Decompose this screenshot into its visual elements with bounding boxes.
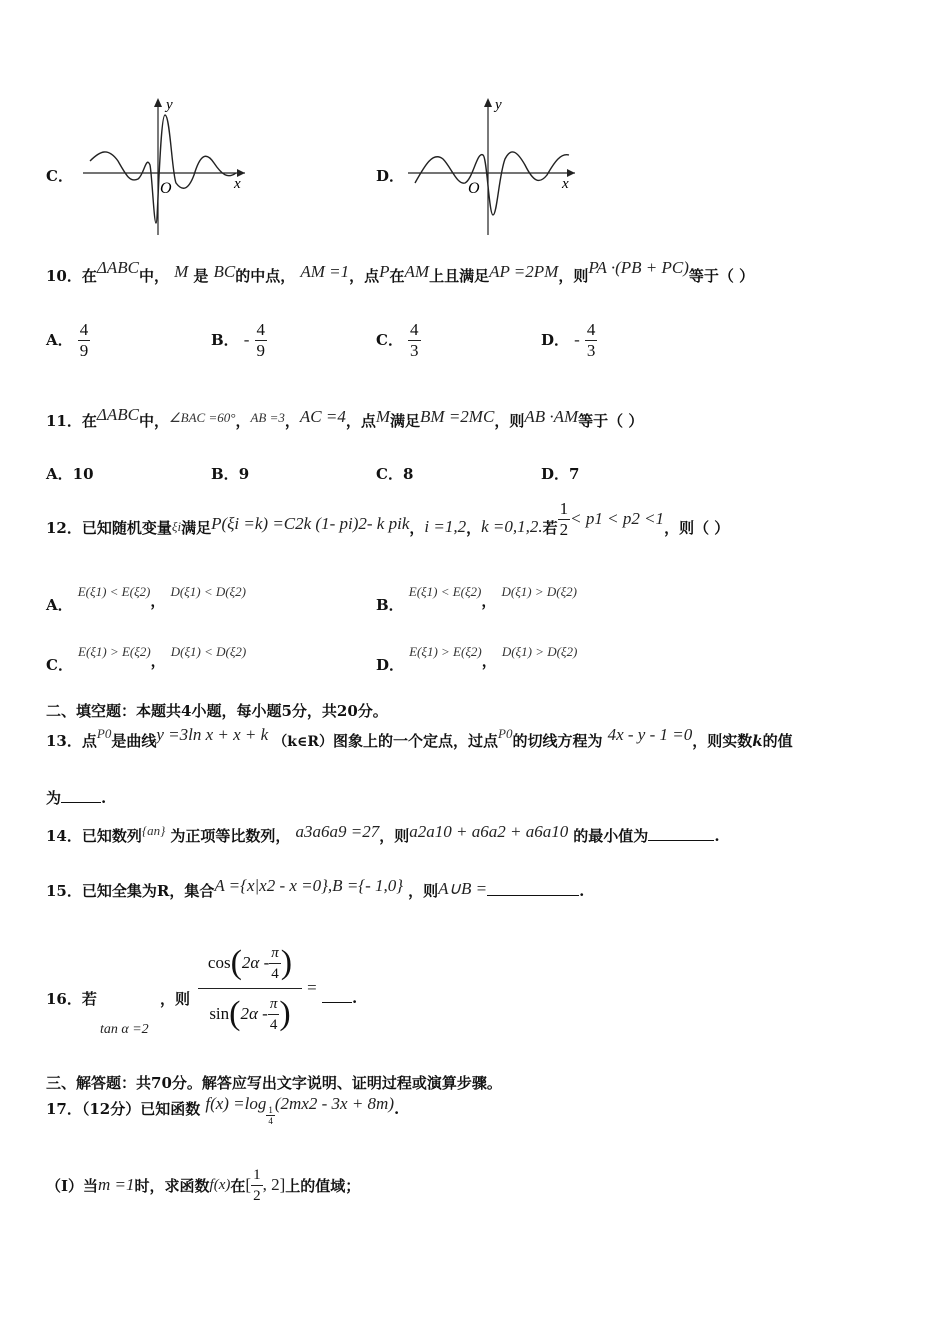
- q13-answer-blank[interactable]: [61, 802, 101, 803]
- q15-answer-blank[interactable]: [487, 895, 579, 896]
- q10-option-a-label: A．: [46, 331, 73, 349]
- question-10: [46, 258, 755, 286]
- q12-option-a[interactable]: A． E(ξ1) < E(ξ2)， D(ξ1) < D(ξ2): [46, 584, 246, 614]
- q11-triangle: ΔABC: [96, 405, 139, 424]
- q10-option-b-label: B．: [211, 331, 239, 349]
- q11-comma-1: ，: [235, 412, 251, 430]
- q11-option-b[interactable]: B．9: [211, 465, 250, 483]
- q11-m: M: [375, 407, 391, 426]
- q10-text-7: 上且满足: [429, 267, 490, 285]
- q12-k: k =0,1,2.: [481, 517, 543, 536]
- q11-ab: AB =3: [250, 410, 285, 425]
- q12-text-2: 满足: [181, 518, 212, 537]
- q14-answer-blank[interactable]: [648, 840, 714, 841]
- q12-number: 12．: [46, 518, 82, 537]
- q11-option-d[interactable]: D．7: [541, 465, 580, 483]
- q10-option-d-frac: $\frac{4}{3}$: [586, 320, 596, 360]
- q12-option-d[interactable]: D． E(ξ1) > E(ξ2)， D(ξ1) > D(ξ2): [376, 644, 578, 674]
- q10-option-b-frac: $\frac{4}{9}$: [256, 320, 266, 360]
- q11-text-3: ，点: [345, 412, 376, 430]
- q12-ineq: < p1 < p2 <1: [570, 509, 665, 528]
- question-17: 17．（12分）已知函数 f(x) =log $\frac{1}{4}$ (2mx2 - 3x + 8m).: [46, 1094, 400, 1126]
- question-12: [46, 497, 729, 557]
- question-13-continued: 为 .: [46, 789, 107, 807]
- graph-d: [405, 95, 580, 240]
- section-3-heading: 三、解答题：共70分。解答应写出文字说明、证明过程或演算步骤。: [46, 1074, 502, 1092]
- q10-option-d[interactable]: [541, 320, 597, 361]
- q11-expr: AB ·AM: [524, 407, 579, 426]
- graph-c-x-label: x: [234, 176, 241, 192]
- q11-comma-2: ，: [284, 412, 300, 430]
- option-d-label: D．: [376, 167, 405, 185]
- q10-option-a-frac: $\frac{4}{9}$: [79, 320, 89, 360]
- q10-bc: BC: [213, 262, 236, 281]
- graph-d-curve: [415, 152, 569, 215]
- q16-fraction: [198, 938, 302, 1039]
- q12-text-3: 若: [542, 518, 558, 537]
- graph-c-curve: [90, 115, 236, 223]
- q10-am2: AM: [404, 262, 430, 281]
- q12-i: i =1,2: [424, 517, 467, 536]
- q10-number: 10．: [46, 267, 82, 285]
- q11-text-6: 等于（ ）: [578, 412, 644, 430]
- q11-option-a[interactable]: A．10: [46, 465, 94, 483]
- q10-m: M: [174, 262, 189, 281]
- q10-option-b[interactable]: [211, 320, 267, 361]
- q12-xi: ξi: [171, 519, 182, 534]
- option-c-label: C．: [46, 167, 73, 185]
- q10-text-4: 的中点，: [235, 267, 296, 285]
- q10-option-c-label: C．: [376, 331, 403, 349]
- q11-text-4: 满足: [390, 412, 421, 430]
- q12-formula: P(ξi =k) =C2k (1- pi)2- k pik: [211, 514, 410, 533]
- q12-comma-2: ，: [466, 518, 482, 537]
- graph-c-origin: O: [160, 180, 172, 197]
- q10-text-1: 在: [81, 267, 97, 285]
- q12-text-4: ，则（ ）: [664, 518, 730, 537]
- q10-text-9: 等于（ ）: [688, 267, 755, 285]
- q10-text-2: 中，: [138, 267, 169, 285]
- section-2-heading: 二、填空题：本题共4小题，每小题5分，共20分。: [46, 702, 388, 720]
- q12-text-1: 已知随机变量: [81, 518, 172, 537]
- q12-comma-1: ，: [409, 518, 425, 537]
- graph-d-origin: O: [468, 180, 480, 197]
- q10-option-c-frac: $\frac{4}{3}$: [410, 320, 419, 360]
- q10-text-5: ，点: [349, 267, 380, 285]
- q11-bm: BM =2MC: [420, 407, 495, 426]
- graph-d-y-arrow: [484, 98, 492, 107]
- q10-am: AM =1: [300, 262, 350, 281]
- q10-text-8: ，则: [558, 267, 589, 285]
- q10-ap: AP =2PM: [489, 262, 559, 281]
- q10-text-6: 在: [389, 267, 405, 285]
- q10-text-3: 是: [193, 267, 209, 285]
- q10-option-a[interactable]: [46, 320, 90, 361]
- q10-option-b-sign: -: [243, 330, 250, 349]
- question-16: 16．若: [46, 990, 97, 1008]
- q12-option-c[interactable]: C． E(ξ1) > E(ξ2)， D(ξ1) < D(ξ2): [46, 644, 247, 674]
- q11-angle: ∠BAC =60°: [169, 410, 236, 425]
- q11-number: 11．: [46, 412, 82, 430]
- q10-triangle: ΔABC: [96, 258, 139, 277]
- question-11: [46, 405, 644, 431]
- q16-tan: tan α =2: [100, 1022, 149, 1037]
- q12-option-b[interactable]: B． E(ξ1) < E(ξ2)， D(ξ1) > D(ξ2): [376, 584, 577, 614]
- q16-then: ，则: [160, 990, 191, 1008]
- question-13: 13．点$^{P0}$是曲线y =3ln x + x + k （k∈R）图象上的一个定点，过点$^{P0}$的切线方程为 4x - y - 1 =0，则实数k的值: [46, 725, 793, 750]
- q11-option-c[interactable]: C．8: [376, 465, 414, 483]
- q10-option-d-label: D．: [541, 331, 570, 349]
- question-15: 15．已知全集为R，集合A ={x|x2 - x =0},B ={- 1,0} ，则A∪B = .: [46, 876, 585, 900]
- question-14: 14．已知数列$^{\{an\}}$ 为正项等比数列， a3a6a9 =27，则a2a10 + a6a2 + a6a10 的最小值为 .: [46, 822, 720, 845]
- q16-answer: .: [322, 988, 357, 1007]
- q16-denominator: sin ( 2α - $\frac{\pi}{4}$ ): [209, 995, 291, 1033]
- graph-c: [80, 95, 250, 240]
- q16-numerator: cos ( 2α - $\frac{\pi}{4}$ ): [198, 938, 302, 989]
- q10-option-d-sign: -: [574, 330, 580, 349]
- question-17-part-1: （Ⅰ）当 m =1 时，求函数 f(x) 在 [ $\frac{1}{2}$ , 2] 上的值域；: [46, 1166, 361, 1204]
- q10-p: P: [379, 262, 390, 281]
- q16-equals: =: [306, 978, 318, 997]
- q11-text-1: 在: [81, 412, 97, 430]
- q10-option-c[interactable]: [376, 320, 421, 361]
- q11-ac: AC =4: [299, 407, 346, 426]
- graph-d-x-label: x: [562, 176, 569, 192]
- q12-half: $\frac{1}{2}$: [559, 498, 569, 539]
- graph-c-y-label: y: [166, 97, 173, 113]
- graph-d-y-label: y: [495, 97, 502, 113]
- q16-answer-blank[interactable]: [322, 1002, 352, 1003]
- q10-expr: PA ·(PB + PC): [588, 258, 689, 277]
- graph-c-y-arrow: [154, 98, 162, 107]
- q11-text-5: ，则: [494, 412, 525, 430]
- q11-text-2: 中，: [138, 412, 169, 430]
